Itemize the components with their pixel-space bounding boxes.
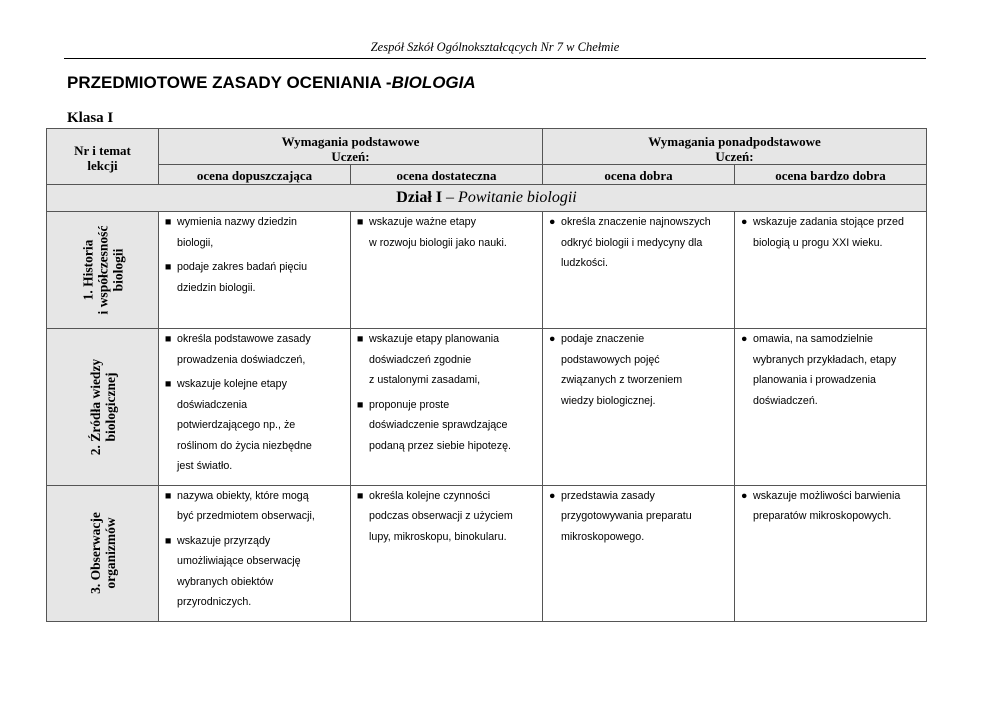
req-cell <box>351 212 543 329</box>
topic-line: 3. Obserwacje <box>87 512 103 594</box>
topic-cell <box>47 212 159 329</box>
extended-header-line2: Uczeń: <box>715 149 754 164</box>
table-row <box>47 485 927 621</box>
requirement-item <box>549 486 730 548</box>
requirement-text: mikroskopowego. <box>561 530 645 543</box>
req-cell <box>351 485 543 621</box>
requirement-text: określa znaczenie najnowszych <box>561 216 711 228</box>
requirement-text: wskazuje przyrządy <box>177 534 271 547</box>
topic-line: i współczesność <box>95 225 110 315</box>
requirement-line <box>165 212 346 233</box>
requirement-text: wskazuje ważne etapy <box>369 216 476 228</box>
requirement-line <box>177 436 346 457</box>
square-bullet-icon: ■ <box>165 534 172 547</box>
req-cell <box>351 329 543 486</box>
topic-line: biologicznej <box>102 372 118 442</box>
round-bullet-icon: ● <box>549 333 556 345</box>
square-bullet-icon: ■ <box>165 216 172 228</box>
requirement-line <box>165 374 346 395</box>
req-cell <box>735 485 927 621</box>
topic-label <box>88 359 118 455</box>
requirement-item <box>741 486 922 527</box>
square-bullet-icon: ■ <box>357 489 364 502</box>
requirement-line <box>177 592 346 613</box>
requirement-line <box>357 329 538 350</box>
requirement-line <box>741 486 922 507</box>
requirement-line <box>753 370 922 391</box>
requirement-line <box>177 456 346 477</box>
requirement-text: roślinom do życia niezbędne <box>177 439 312 452</box>
requirement-text: przyrodniczych. <box>177 596 252 608</box>
requirement-text: związanych z tworzeniem <box>561 374 683 386</box>
topic-line: 1. Historia <box>80 239 95 301</box>
requirement-text: umożliwiające obserwację <box>177 555 301 567</box>
requirement-text: proponuje proste <box>369 398 450 411</box>
requirement-text: jest światło. <box>177 460 233 472</box>
section-title: Powitanie biologii <box>458 189 577 206</box>
page-title <box>67 73 476 93</box>
requirement-text: doświadczeń. <box>753 394 818 407</box>
basic-header-line1: Wymagania podstawowe <box>281 134 420 149</box>
requirement-line <box>177 506 346 527</box>
topic-cell <box>47 329 159 486</box>
requirement-item <box>549 212 730 274</box>
topic-line: biologii <box>110 248 125 292</box>
requirement-line <box>753 391 922 412</box>
round-bullet-icon: ● <box>741 333 748 345</box>
requirement-item <box>357 329 538 391</box>
requirement-text: podczas obserwacji z użyciem <box>369 510 513 522</box>
square-bullet-icon: ■ <box>357 216 364 228</box>
requirement-line <box>741 212 922 233</box>
requirement-item <box>549 329 730 411</box>
round-bullet-icon: ● <box>549 489 556 502</box>
requirement-line <box>177 233 346 254</box>
requirement-text: podaje znaczenie <box>561 333 645 345</box>
requirement-item <box>741 212 922 253</box>
grading-table <box>46 128 927 622</box>
requirement-text: doświadczeń zgodnie <box>369 353 472 366</box>
requirement-text: podstawowych pojęć <box>561 353 660 366</box>
requirement-line <box>561 370 730 391</box>
requirement-text: preparatów mikroskopowych. <box>753 510 892 522</box>
nr-header-line2: lekcji <box>87 158 118 173</box>
requirement-line <box>357 395 538 416</box>
req-cell <box>543 329 735 486</box>
requirement-line <box>561 391 730 412</box>
requirement-line <box>753 350 922 371</box>
requirement-text: podaną przez siebie hipotezę. <box>369 439 512 452</box>
title-main: PRZEDMIOTOWE ZASADY OCENIANIA - <box>67 73 392 92</box>
round-bullet-icon: ● <box>741 489 748 502</box>
square-bullet-icon: ■ <box>165 378 172 390</box>
requirement-text: biologii, <box>177 236 214 249</box>
requirement-text: w rozwoju biologii jako nauki. <box>369 236 507 249</box>
square-bullet-icon: ■ <box>165 489 172 502</box>
requirement-text: dziedzin biologii. <box>177 281 256 294</box>
requirement-line <box>165 329 346 350</box>
section-row <box>47 185 927 212</box>
table-row <box>47 329 927 486</box>
req-cell <box>159 485 351 621</box>
grade-header: ocena dobra <box>543 165 735 185</box>
extended-header-line1: Wymagania ponadpodstawowe <box>648 134 821 149</box>
requirement-text: omawia, na samodzielnie <box>753 333 873 345</box>
requirement-line <box>177 350 346 371</box>
req-cell <box>543 212 735 329</box>
requirement-line <box>177 551 346 572</box>
requirement-item <box>165 531 346 613</box>
requirement-item <box>165 329 346 370</box>
requirement-text: wiedzy biologicznej. <box>561 394 656 407</box>
requirement-line <box>369 233 538 254</box>
requirement-line <box>549 212 730 233</box>
grade-header: ocena dopuszczająca <box>159 165 351 185</box>
requirement-text: wskazuje możliwości barwienia <box>753 489 901 502</box>
requirement-text: przedstawia zasady <box>561 489 655 502</box>
requirement-text: potwierdzającego np., że <box>177 419 296 431</box>
requirement-line <box>165 486 346 507</box>
requirement-item <box>357 486 538 548</box>
requirement-text: biologią u progu XXI wieku. <box>753 236 883 249</box>
requirement-line <box>561 233 730 254</box>
nr-header-line1: Nr i temat <box>74 143 131 158</box>
requirement-text: lupy, mikroskopu, binokularu. <box>369 530 507 543</box>
requirement-line <box>753 506 922 527</box>
requirement-item <box>741 329 922 411</box>
requirement-text: odkryć biologii i medycyny dla <box>561 236 703 249</box>
requirement-line <box>177 278 346 299</box>
square-bullet-icon: ■ <box>357 333 364 345</box>
requirement-item <box>357 395 538 457</box>
square-bullet-icon: ■ <box>165 333 172 345</box>
requirement-text: przygotowywania preparatu <box>561 510 692 522</box>
requirement-text: wymienia nazwy dziedzin <box>177 216 297 228</box>
requirement-text: planowania i prowadzenia <box>753 374 876 386</box>
requirement-item <box>165 486 346 527</box>
requirement-line <box>177 395 346 416</box>
req-cell <box>159 212 351 329</box>
requirement-item <box>165 212 346 253</box>
school-header: Zespół Szkół Ogólnokształcących Nr 7 w Chełmie <box>64 40 926 59</box>
nr-topic-header <box>47 129 159 185</box>
requirement-line <box>369 415 538 436</box>
topic-label <box>80 226 125 315</box>
requirement-line <box>561 350 730 371</box>
requirement-line <box>369 436 538 457</box>
requirement-text: wybranych obiektów <box>177 575 274 588</box>
requirement-text: wskazuje etapy planowania <box>369 333 500 345</box>
requirement-line <box>549 329 730 350</box>
topic-cell <box>47 485 159 621</box>
req-cell <box>543 485 735 621</box>
grade-header: ocena bardzo dobra <box>735 165 927 185</box>
requirement-text: doświadczenie sprawdzające <box>369 419 508 431</box>
requirement-item <box>165 374 346 477</box>
requirement-text: ludzkości. <box>561 257 608 269</box>
requirement-text: nazywa obiekty, które mogą <box>177 489 309 502</box>
requirement-line <box>357 486 538 507</box>
basic-header-line2: Uczeń: <box>331 149 370 164</box>
requirement-line <box>753 233 922 254</box>
section-number: Dział I <box>396 189 443 206</box>
topic-label <box>88 512 118 594</box>
square-bullet-icon: ■ <box>165 261 172 273</box>
requirement-text: określa podstawowe zasady <box>177 333 311 345</box>
requirement-item <box>357 212 538 253</box>
requirement-line <box>165 531 346 552</box>
requirement-line <box>561 527 730 548</box>
requirement-text: wskazuje kolejne etapy <box>177 378 287 390</box>
requirement-line <box>561 253 730 274</box>
requirement-text: prowadzenia doświadczeń, <box>177 353 306 366</box>
topic-line: 2. Źródła wiedzy <box>87 358 103 455</box>
title-subject: BIOLOGIA <box>391 73 476 92</box>
table-row <box>47 212 927 329</box>
requirement-text: wybranych przykładach, etapy <box>753 353 897 366</box>
requirement-line <box>165 257 346 278</box>
requirement-line <box>561 506 730 527</box>
requirement-text: podaje zakres badań pięciu <box>177 261 308 273</box>
requirement-line <box>177 415 346 436</box>
section-dash: – <box>442 189 459 206</box>
requirement-line <box>357 212 538 233</box>
requirement-item <box>165 257 346 298</box>
requirement-text: określa kolejne czynności <box>369 489 491 502</box>
class-label: Klasa I <box>67 110 114 126</box>
basic-requirements-header <box>159 129 543 165</box>
requirement-line <box>369 370 538 391</box>
requirement-text: doświadczenia <box>177 398 248 411</box>
extended-requirements-header <box>543 129 927 165</box>
requirement-text: z ustalonymi zasadami, <box>369 374 481 386</box>
req-cell <box>159 329 351 486</box>
grade-header: ocena dostateczna <box>351 165 543 185</box>
req-cell <box>735 212 927 329</box>
requirement-text: być przedmiotem obserwacji, <box>177 510 315 522</box>
requirement-line <box>369 350 538 371</box>
requirement-line <box>741 329 922 350</box>
round-bullet-icon: ● <box>741 216 748 228</box>
requirement-text: wskazuje zadania stojące przed <box>753 216 904 228</box>
topic-line: organizmów <box>102 517 118 589</box>
requirement-line <box>369 506 538 527</box>
req-cell <box>735 329 927 486</box>
square-bullet-icon: ■ <box>357 398 364 411</box>
requirement-line <box>549 486 730 507</box>
requirement-line <box>177 572 346 593</box>
requirement-line <box>369 527 538 548</box>
round-bullet-icon: ● <box>549 216 556 228</box>
